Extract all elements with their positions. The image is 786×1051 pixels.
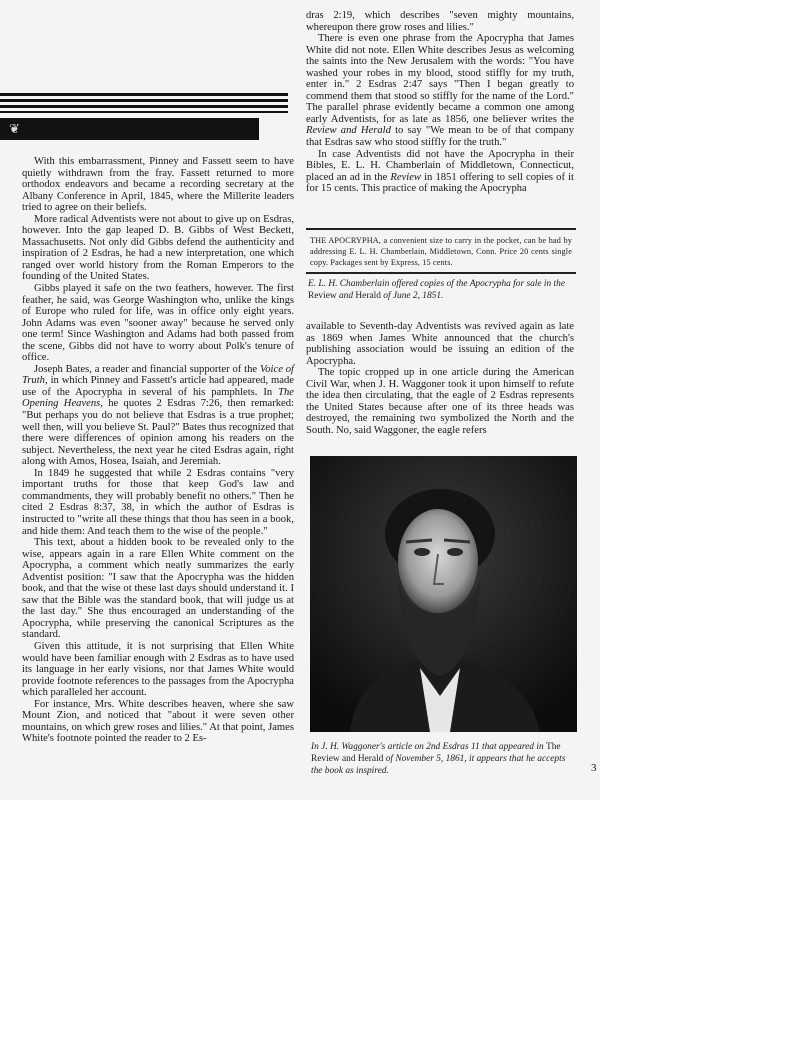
header-rule-1 (0, 93, 288, 96)
header-rule-2 (0, 99, 288, 102)
advertisement-box (306, 228, 576, 274)
section-banner (0, 118, 259, 140)
advertisement-caption: E. L. H. Chamberlain offered copies of the Apocrypha for sale in the Review and Herald of June 2, 1851. (308, 279, 566, 301)
photo-caption: In J. H. Waggoner's article on 2nd Esdras 11 that appeared in The Review and Herald of November 5, 1861, it appears that he accepts the book as inspired. (311, 742, 566, 776)
header-rule-4 (0, 111, 288, 113)
paragraph-bates: Joseph Bates, a reader and financial supporter of the Voice of Truth, in which Pinney and Fassett's article had appeared, made use of the Apocrypha in several of his pamphlets. In The Opening Heavens, he quotes 2 Esdras 7:26, then remarked: "But perhaps you do not believe that Esdras is a true prophet; well then, will you believe St. Paul?" Bates thus recognized that there were differences of opinion among his readers on the subject. Nevertheless, the next year he cited Esdras again, right along with Amos, Hosea, Isaiah, and Jeremiah. (22, 363, 294, 468)
paragraph: More radical Adventists were not about to give up on Esdras, however. Into the gap leaped D. B. Gibbs of West Beckett, Massachusetts. Not only did Gibbs defend the authenticity and inspiration of 2 Esdras, he had a new interpretation, one which ranged over world history from the Roman Emperors to the founding of the United States. (22, 213, 294, 283)
paragraph-continued: dras 2:19, which describes "seven mighty mountains, whereupon there grow roses and lilies." (306, 10, 574, 33)
paragraph: In case Adventists did not have the Apocrypha in their Bibles, E. L. H. Chamberlain of Middletown, Connecticut, placed an ad in the Review in 1851 offering to sell copies of it for 15 cents. This practice of making the Apocrypha (306, 148, 574, 195)
paragraph: Given this attitude, it is not surprising that Ellen White would have been familiar enough with 2 Esdras as to have used its language in her early visions, nor that James White would provide footnote references to the passages from the Apocrypha which paralleled her account. (22, 640, 294, 699)
paragraph: In 1849 he suggested that while 2 Esdras contains "very important truths for those that keep God's law and commandments, they will probably benefit no others." Then he cited 2 Esdras 8:37, 38, in which the author of Esdras is instructed to "write all these things that thou has seen in a book, and hide them: And teach them to the wise of the people." (22, 467, 294, 537)
paragraph: Gibbs played it safe on the two feathers, however. The first feather, he said, was George Washington who, unlike the kings of Europe who ruled for life, was in office only eight years. John Adams was even "sooner away" because he served only one term! Since Washington and Adams had both passed from the scene, Gibbs did not have to worry about Polk's tenure of office. (22, 283, 294, 364)
paragraph: For instance, Mrs. White describes heaven, where she saw Mount Zion, and noticed that "about it were seven other mountains, on which grew roses and lilies." At that point, James White's footnote pointed the reader to 2 Es- (22, 698, 294, 745)
paragraph: This text, about a hidden book to be revealed only to the wise, appears again in a rare Ellen White comment on the Apocrypha, a comment which neatly summarizes the early Adventist position: "I saw that the Apocrypha was the hidden book, and that the wise ot these last days should understand it. I saw that the Bible was the standard book, that will judge us at the last day." She thus encouraged an understanding of the Apocrypha, while preserving the canonical Scriptures as the standard. (22, 537, 294, 641)
left-column (22, 156, 294, 745)
paragraph: There is even one phrase from the Apocrypha that James White did not note. Ellen White describes Jesus as welcoming the saints into the New Jerusalem with the words: "You have washed your robes in my blood, stood stiffly for my truth, enter in." 2 Esdras 2:47 says "Then I began greatly to commend them that stood so stiffly for the name of the Lord." The parallel phrase evidently became a common one among early Adventists, for as late as 1856, one believer writes the Review and Herald to say "We mean to be of that company that Esdras saw who stood stiffly for the truth." (306, 33, 574, 149)
advertisement-text: THE APOCRYPHA, a convenient size to carry in the pocket, can be had by addressing E. L. H. Chamberlain, Middletown, Conn. Price 20 cents single copy. Packages sent by Express, 15 cents. (310, 236, 572, 267)
paragraph: The topic cropped up in one article during the American Civil War, when J. H. Waggoner took it upon himself to refute the idea then circulating, that the eagle of 2 Esdras represents the United States because after one of its three heads was destroyed, the remaining two symbolized the North and the South. No, said Waggoner, the eagle refers (306, 367, 574, 436)
right-column-middle (306, 321, 574, 436)
page-number: 3 (591, 762, 597, 774)
portrait-photo (310, 456, 577, 732)
header-rule-3 (0, 105, 288, 108)
paragraph-continued: available to Seventh-day Adventists was revived again as late as 1869 when James White announced that the church's publishing association would be issuing an edition of the Apocrypha. (306, 321, 574, 367)
paragraph: With this embarrassment, Pinney and Fassett seem to have quietly withdrawn from the fray. Fassett returned to more orthodox endeavors and became a recording secretary at the Albany Conference in April, 1845, where the Millerite leaders tried to agree on their beliefs. (22, 156, 294, 214)
right-column-top (306, 10, 574, 195)
ornament-icon: ❦ (9, 121, 20, 136)
